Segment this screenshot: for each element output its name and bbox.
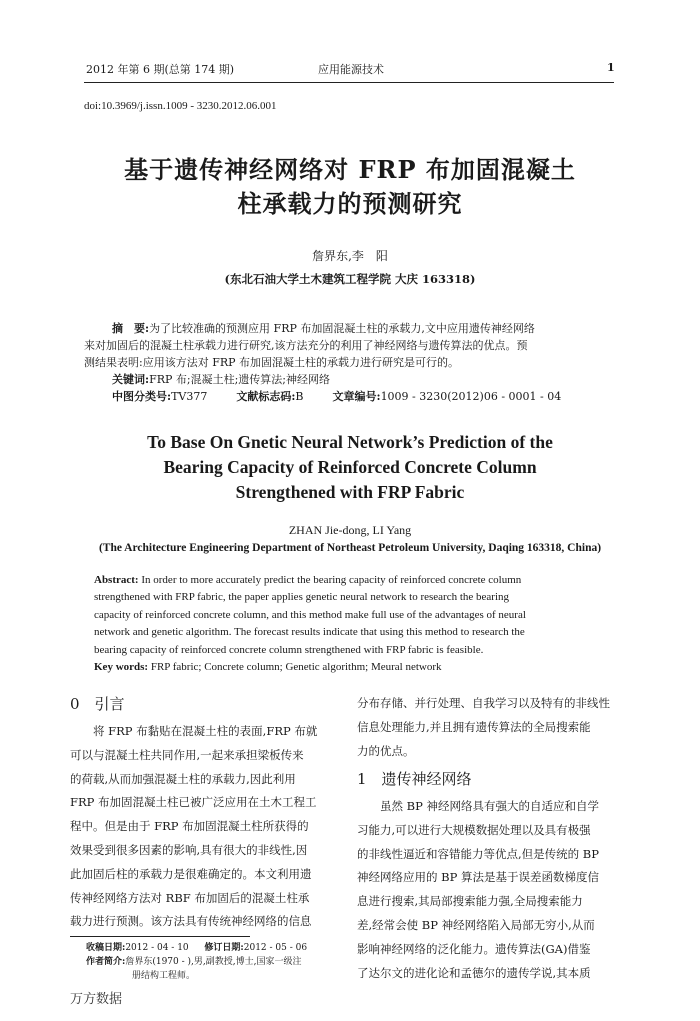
title-en-line-2: Bearing Capacity of Reinforced Concrete Column — [163, 457, 537, 477]
received-label: 收稿日期: — [86, 943, 126, 953]
abstract-en-line-2: strengthened with FRP fabric, the paper applies genetic neural network to research the bearing — [94, 591, 509, 604]
section-0-heading: 0 引言 — [70, 695, 125, 713]
section-0-line: 传神经网络方法对 RBF 布加固后的混凝土柱承 — [70, 890, 310, 905]
abstract-en-line-5: bearing capacity of reinforced concrete column strengthened with FRP fabric is feasible. — [94, 643, 484, 656]
affiliation-cn: (东北石油大学土木建筑工程学院 大庆 163318) — [224, 272, 476, 286]
abstract-cn-line-1: 为了比较准确的预测应用 FRP 布加固混凝土柱的承载力,文中应用遗传神经网络 — [149, 322, 535, 335]
header-rule — [84, 82, 614, 83]
right-line: 虽然 BP 神经网络具有强大的自适应和自学 — [357, 799, 599, 813]
article-no: 1009 - 3230(2012)06 - 0001 - 04 — [380, 390, 562, 403]
footnote — [86, 941, 351, 983]
section-0-line: 可以与混凝土柱共同作用,一起来承担梁板传来 — [70, 747, 304, 762]
section-0-line: 程中。但是由于 FRP 布加固混凝土柱所获得的 — [70, 819, 309, 834]
right-line: 影响神经网络的泛化能力。遗传算法(GA)借鉴 — [357, 941, 591, 956]
right-line: 习能力,可以进行大规模数据处理以及具有极强 — [357, 822, 591, 837]
section-0-line: 将 FRP 布黏贴在混凝土柱的表面,FRP 布就 — [70, 724, 318, 738]
right-line: 差,经常会使 BP 神经网络陷入局部无穷小,从而 — [357, 917, 595, 932]
abstract-cn-line-2: 来对加固后的混凝土柱承载力进行研究,该方法充分的利用了神经网络与遗传算法的优点。预 — [84, 339, 528, 352]
section-0-body — [70, 720, 345, 934]
right-column-bottom — [357, 795, 632, 985]
right-line: 力的优点。 — [357, 743, 415, 758]
section-1-heading: 1 遗传神经网络 — [357, 770, 472, 788]
abstract-cn-label: 摘 要: — [112, 322, 150, 335]
abstract-en-line-1: In order to more accurately predict the bearing capacity of reinforced concrete column — [141, 574, 522, 586]
journal-name: 应用能源技术 — [318, 63, 384, 76]
article-no-label: 文章编号: — [332, 390, 381, 403]
abstract-cn — [84, 320, 614, 405]
doi: doi:10.3969/j.issn.1009 - 3230.2012.06.001 — [84, 100, 277, 112]
doc-code: B — [295, 390, 304, 403]
authors-en: ZHAN Jie-dong, LI Yang — [288, 523, 412, 537]
author-bio-line-2: 册结构工程师。 — [132, 971, 196, 981]
abstract-en-label: Abstract: — [94, 574, 139, 586]
received-date: 2012 - 04 - 10 — [125, 943, 189, 953]
abstract-en — [94, 572, 604, 676]
title-cn-line-2: 柱承载力的预测研究 — [237, 189, 463, 218]
section-0-line: FRP 布加固混凝土柱已被广泛应用在土木工程工 — [70, 795, 317, 810]
right-line: 神经网络应用的 BP 算法是基于误差函数梯度信 — [357, 870, 599, 885]
right-line: 的非线性逼近和容错能力等优点,但是传统的 BP — [357, 846, 599, 861]
section-0-line: 载力进行预测。该方法具有传统神经网络的信息 — [70, 914, 312, 929]
author-bio-line-1: 詹界东(1970 - ),男,副教授,博士,国家一级注 — [125, 957, 302, 967]
section-0-line: 效果受到很多因素的影响,具有很大的非线性,因 — [70, 842, 308, 857]
abstract-en-line-3: capacity of reinforced concrete column, and this method make full use of the advantages of neural — [94, 608, 526, 621]
keywords-cn: FRP 布;混凝土柱;遗传算法;神经网络 — [149, 373, 330, 386]
clc-label: 中图分类号: — [112, 390, 172, 403]
revised-label: 修订日期: — [204, 943, 244, 953]
clc-code: TV377 — [171, 390, 208, 403]
right-line: 信息处理能力,并且拥有遗传算法的全局搜索能 — [357, 719, 591, 734]
keywords-en-label: Key words: — [94, 661, 149, 674]
right-line: 了达尔文的进化论和孟德尔的遗传学说,其本质 — [357, 965, 591, 980]
title-en-line-3: Strengthened with FRP Fabric — [235, 482, 465, 502]
abstract-en-line-4: network and genetic algorithm. The forecast results indicate that using this method to research the — [94, 626, 525, 639]
title-cn-line-1: 基于遗传神经网络对 FRP 布加固混凝土 — [124, 155, 576, 184]
revised-date: 2012 - 05 - 06 — [243, 943, 308, 953]
abstract-cn-line-3: 测结果表明:应用该方法对 FRP 布加固混凝土柱的承载力进行研究是可行的。 — [84, 356, 460, 369]
section-0-line: 此加固后柱的承载力是很难确定的。本文利用遗 — [70, 866, 312, 881]
right-column-top — [357, 692, 632, 763]
footnote-rule — [70, 936, 250, 937]
keywords-en: FRP fabric; Concrete column; Genetic algorithm; Meural network — [150, 661, 442, 674]
authors-cn: 詹界东,李 阳 — [312, 249, 388, 263]
keywords-cn-label: 关键词: — [112, 373, 150, 386]
title-en-line-1: To Base On Gnetic Neural Network’s Prediction of the — [147, 432, 553, 452]
section-0-line: 的荷载,从而加强混凝土柱的承载力,因此利用 — [70, 771, 296, 786]
issue-info: 2012 年第 6 期(总第 174 期) — [86, 63, 235, 76]
doc-code-label: 文献标志码: — [236, 390, 296, 403]
right-line: 分布存储、并行处理、自我学习以及特有的非线性 — [357, 696, 610, 710]
watermark: 万方数据 — [70, 992, 123, 1007]
right-line: 息进行搜索,其局部搜索能力强,全局搜索能力 — [357, 894, 583, 909]
affiliation-en: (The Architecture Engineering Department of Northeast Petroleum University, Daqing 163318, China) — [98, 542, 602, 554]
page-number: 1 — [607, 61, 615, 74]
author-bio-label: 作者简介: — [86, 957, 126, 967]
